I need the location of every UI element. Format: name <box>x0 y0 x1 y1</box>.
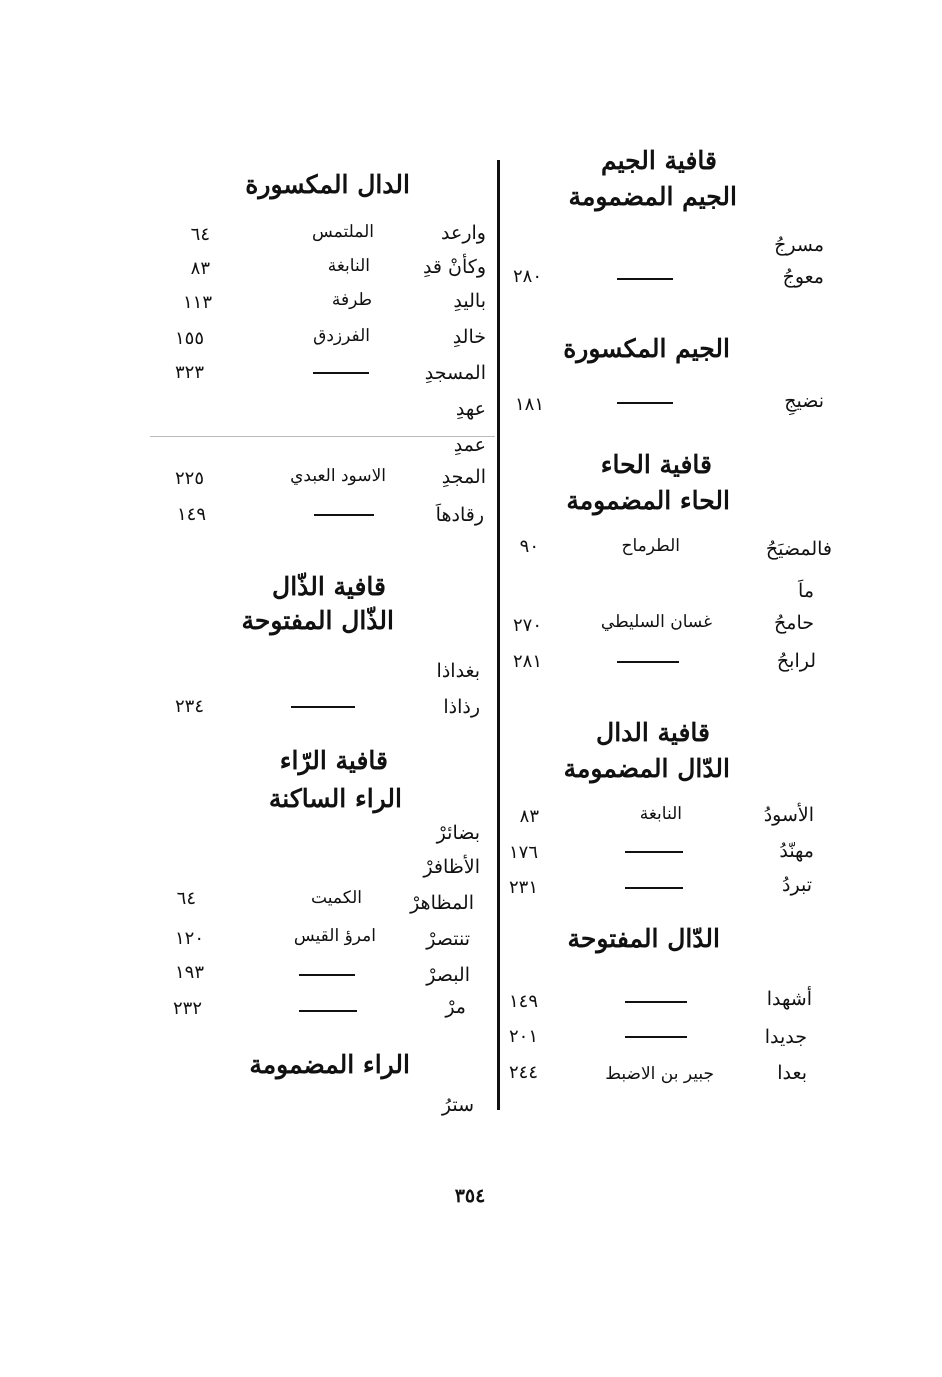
poet-name: طرفة <box>331 290 372 310</box>
rhyme-word: البصرْ <box>426 964 470 986</box>
heading-ra-sakina: الراء الساكنة <box>268 784 402 813</box>
rhyme-word: تنتصرْ <box>426 928 470 950</box>
page-number: ٣٥٤ <box>454 1185 486 1207</box>
heading-dal: قافية الدال <box>596 718 710 747</box>
rhyme-word: مرْ <box>445 996 466 1018</box>
rhyme-word: ماَ <box>798 580 814 602</box>
poet-dash <box>617 278 673 280</box>
page-ref: ١١٣ <box>182 292 212 313</box>
page-ref: ٢٤٤ <box>508 1062 538 1083</box>
page-ref: ٢٣١ <box>508 877 538 898</box>
rhyme-word: سترُ <box>441 1094 474 1116</box>
page-ref: ٢٧٠ <box>512 615 542 636</box>
page-ref: ٦٤ <box>176 888 196 909</box>
poet-dash <box>299 1010 357 1012</box>
page-ref: ٣٢٣ <box>174 362 204 383</box>
poet-dash <box>617 402 673 404</box>
page-ref: ١٧٦ <box>508 842 538 863</box>
heading-ha-madmuma: الحاء المضمومة <box>566 486 730 515</box>
rhyme-word: عهدِ <box>455 398 486 420</box>
page-ref: ١٤٩ <box>508 991 538 1012</box>
rhyme-word: عمدِ <box>453 434 486 456</box>
rhyme-word: وارعد <box>441 222 486 244</box>
rhyme-word: المسجدِ <box>424 362 486 384</box>
poet-name: الكميت <box>311 888 362 908</box>
poet-dash <box>314 514 374 516</box>
heading-jim-maksura: الجيم المكسورة <box>563 334 730 363</box>
heading-ra-madmuma: الراء المضمومة <box>249 1050 410 1079</box>
rhyme-word: بعدا <box>777 1062 807 1084</box>
poet-dash <box>625 851 683 853</box>
heading-ra: قافية الرّاء <box>279 746 388 775</box>
page-ref: ٦٤ <box>190 224 210 245</box>
page-ref: ٢٣٤ <box>174 696 204 717</box>
page-ref: ١٨١ <box>514 394 544 415</box>
page-ref: ١٩٣ <box>174 962 204 983</box>
rhyme-word: نضيجِ <box>784 390 824 412</box>
rhyme-word: حامحُ <box>774 612 814 634</box>
poet-name: الطرماح <box>621 536 680 556</box>
heading-jim-madmuma: الجيم المضمومة <box>568 182 737 211</box>
rhyme-word: مهنّدُ <box>779 840 814 862</box>
rhyme-word: الأسودُ <box>763 804 814 826</box>
page-ref: ٨٣ <box>519 806 539 827</box>
poet-dash <box>625 1001 687 1003</box>
rhyme-word: رذاذا <box>443 696 480 718</box>
faint-horizontal-rule <box>150 436 495 437</box>
rhyme-word: الأظافرْ <box>423 856 480 878</box>
heading-ha: قافية الحاء <box>600 450 712 479</box>
poet-dash <box>617 661 679 663</box>
poet-name: الاسود العبدي <box>290 466 386 486</box>
rhyme-word: فالمضيَحُ <box>765 538 832 560</box>
rhyme-word: مسرجُ <box>774 234 824 256</box>
rhyme-word: أشهدا <box>766 988 812 1010</box>
rhyme-word: بغداذا <box>436 660 480 682</box>
page-ref: ٢٨٠ <box>512 266 542 287</box>
column-divider <box>497 160 500 1110</box>
heading-dhal: قافية الذّال <box>272 572 386 601</box>
poet-dash <box>299 974 355 976</box>
rhyme-word: جديدا <box>764 1026 807 1048</box>
heading-dhal-maftuha: الذّال المفتوحة <box>241 606 394 635</box>
heading-jim: قافية الجيم <box>600 146 717 175</box>
poet-dash <box>313 372 369 374</box>
page-ref: ١٢٠ <box>174 928 204 949</box>
page-ref: ٢٢٥ <box>174 468 204 489</box>
rhyme-word: تبردُ <box>782 874 812 896</box>
heading-dal-maksura: الدال المكسورة <box>245 170 410 199</box>
poet-name: امرؤ القيس <box>293 926 376 946</box>
page-ref: ٢٨١ <box>512 651 542 672</box>
poet-name: النابغة <box>639 804 682 824</box>
poet-dash <box>625 1036 687 1038</box>
rhyme-word: خالدِ <box>452 326 486 348</box>
rhyme-word: المجدِ <box>441 466 486 488</box>
rhyme-word: وكأنْ قدِ <box>422 256 486 278</box>
rhyme-word: رقادهاَ <box>435 504 484 526</box>
page-ref: ٨٣ <box>190 258 210 279</box>
poet-name: غسان السليطي <box>600 612 712 632</box>
poet-name: الملتمس <box>312 222 374 242</box>
page-ref: ٢٠١ <box>508 1026 538 1047</box>
page-ref: ١٤٩ <box>176 504 206 525</box>
poet-name: الفرزدق <box>313 326 370 346</box>
poet-name: النابغة <box>327 256 370 276</box>
poet-dash <box>625 887 683 889</box>
rhyme-word: بضائرْ <box>436 822 480 844</box>
rhyme-word: لرابحُ <box>776 650 816 672</box>
poet-name: جبير بن الاضبط <box>605 1064 714 1084</box>
rhyme-word: باليدِ <box>453 290 486 312</box>
poet-dash <box>291 706 355 708</box>
rhyme-word: المظاهرْ <box>410 892 474 914</box>
heading-dal-maftuha: الدّال المفتوحة <box>567 924 720 953</box>
page-ref: ٢٣٢ <box>172 998 202 1019</box>
page-ref: ٩٠ <box>519 536 539 557</box>
heading-dal-madmuma: الدّال المضمومة <box>563 754 730 783</box>
page-ref: ١٥٥ <box>174 328 204 349</box>
rhyme-word: معوجُ <box>782 266 824 288</box>
